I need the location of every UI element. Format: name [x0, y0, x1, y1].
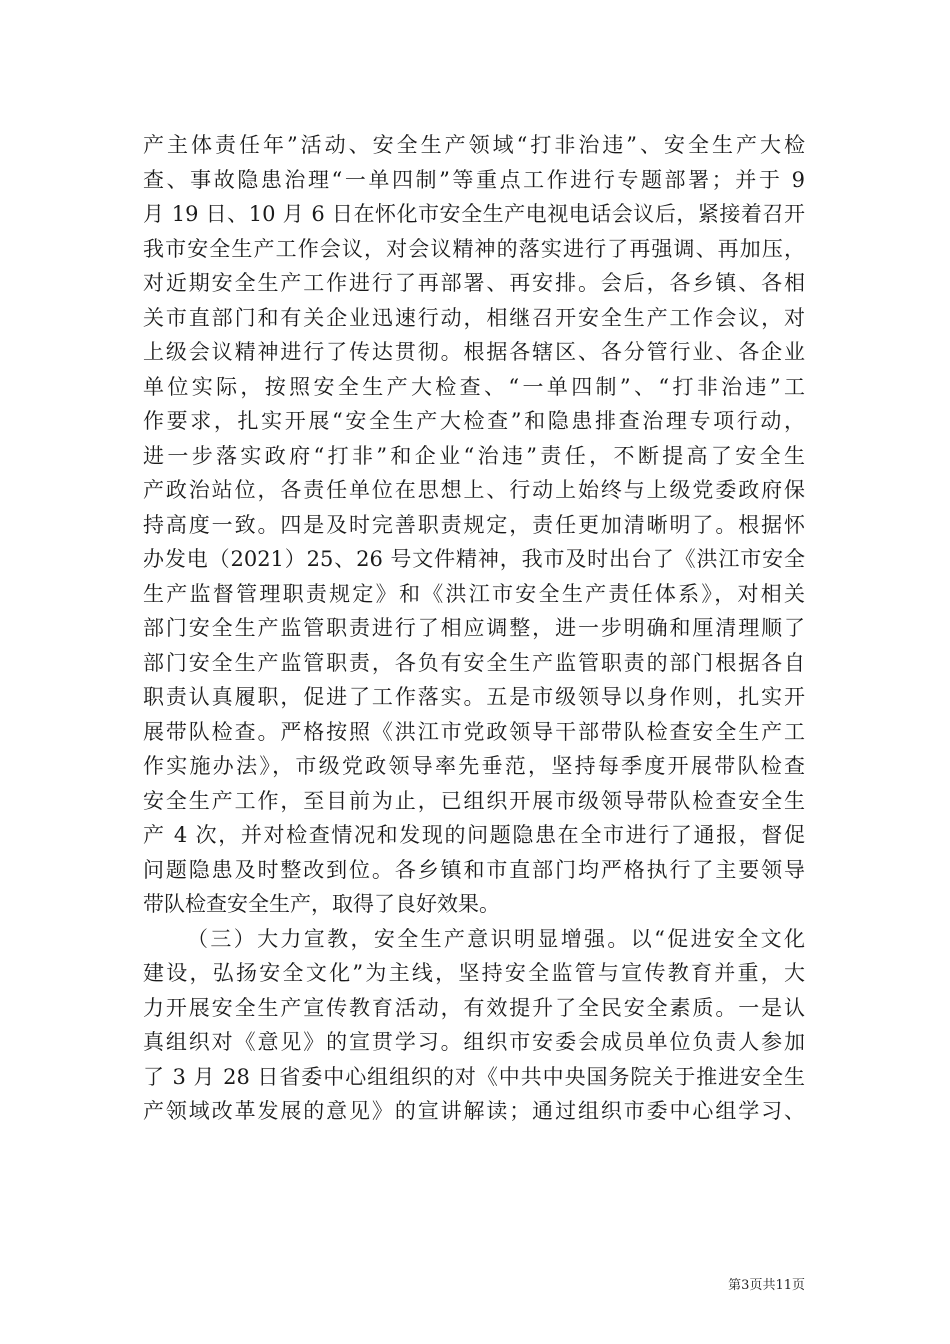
text-line: 生产监督管理职责规定》和《洪江市安全生产责任体系》，对相关: [143, 581, 805, 606]
text-line: 持高度一致。四是及时完善职责规定，责任更加清晰明了。根据怀: [143, 512, 805, 537]
text-line: 对近期安全生产工作进行了再部署、再安排。会后，各乡镇、各相: [143, 271, 805, 295]
body-text: [143, 128, 805, 1129]
text-line: 产 4 次，并对检查情况和发现的问题隐患在全市进行了通报，督促: [143, 823, 805, 847]
text-line: 安全生产工作，至目前为止，已组织开展市级领导带队检查安全生: [143, 788, 805, 813]
text-line: 产主体责任年”活动、安全生产领域“打非治违”、安全生产大检: [143, 133, 805, 157]
text-line: 展带队检查。严格按照《洪江市党政领导干部带队检查安全生产工: [143, 719, 805, 744]
text-line: 部门安全生产监管职责进行了相应调整，进一步明确和厘清理顺了: [143, 616, 805, 640]
text-line: 关市直部门和有关企业迅速行动，相继召开安全生产工作会议，对: [143, 305, 805, 330]
text-line: 产政治站位，各责任单位在思想上、行动上始终与上级党委政府保: [143, 478, 805, 502]
text-line: 建设，弘扬安全文化”为主线，坚持安全监管与宣传教育并重，大: [143, 961, 805, 985]
text-line: 职责认真履职，促进了工作落实。五是市级领导以身作则，扎实开: [143, 685, 805, 709]
text-line: 真组织对《意见》的宣贯学习。组织市安委会成员单位负责人参加: [143, 1030, 805, 1054]
text-line: 查、事故隐患治理“一单四制”等重点工作进行专题部署；并于 9: [143, 167, 805, 192]
text-line: 作要求，扎实开展“安全生产大检查”和隐患排查治理专项行动，: [143, 409, 805, 433]
text-line: 作实施办法》，市级党政领导率先垂范，坚持每季度开展带队检查: [143, 754, 805, 778]
text-line: 问题隐患及时整改到位。各乡镇和市直部门均严格执行了主要领导: [143, 857, 805, 882]
text-line: 我市安全生产工作会议，对会议精神的落实进行了再强调、再加压，: [143, 236, 805, 261]
text-line: 力开展安全生产宣传教育活动，有效提升了全民安全素质。一是认: [143, 995, 805, 1020]
text-line: 产领域改革发展的意见》的宣讲解读；通过组织市委中心组学习、: [143, 1099, 805, 1123]
page-number-footer: 第3页共11页: [728, 1278, 805, 1293]
text-line: 上级会议精神进行了传达贯彻。根据各辖区、各分管行业、各企业: [143, 340, 805, 364]
text-line: 了 3 月 28 日省委中心组组织的对《中共中央国务院关于推进安全生: [143, 1064, 805, 1089]
text-line: 月 19 日、10 月 6 日在怀化市安全生产电视电话会议后，紧接着召开: [143, 202, 805, 226]
text-line: （三）大力宣教，安全生产意识明显增强。以“促进安全文化: [187, 926, 805, 951]
text-line: 办发电（2021）25、26 号文件精神，我市及时出台了《洪江市安全: [143, 547, 805, 571]
text-line: 带队检查安全生产，取得了良好效果。: [143, 892, 500, 916]
text-line: 进一步落实政府“打非”和企业“治违”责任，不断提高了安全生: [143, 443, 805, 468]
text-line: 部门安全生产监管职责，各负有安全生产监管职责的部门根据各自: [143, 650, 805, 675]
text-line: 单位实际，按照安全生产大检查、“一单四制”、“打非治违”工: [143, 374, 805, 399]
